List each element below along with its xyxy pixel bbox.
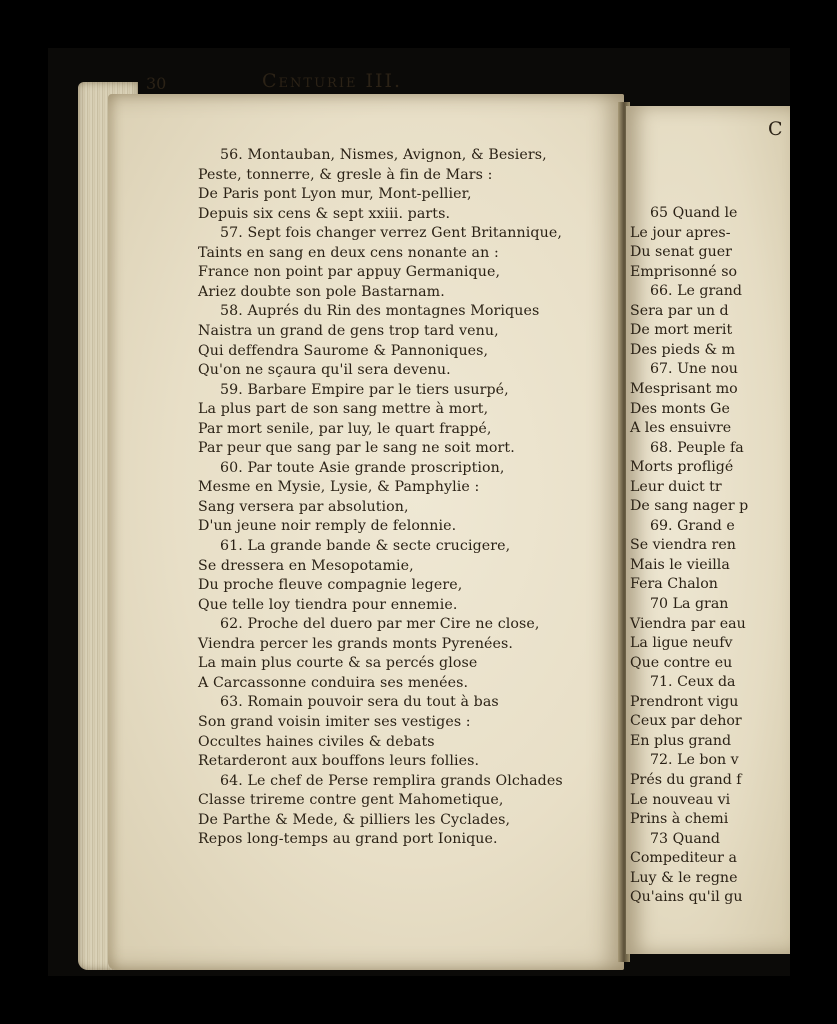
- verse-line: 72. Le bon v: [650, 752, 739, 769]
- verse-line: 60. Par toute Asie grande proscription,: [220, 459, 505, 476]
- verse-line: 59. Barbare Empire par le tiers usurpé,: [220, 381, 509, 398]
- verse-line: A les ensuivre: [630, 420, 732, 437]
- verse-line: 61. La grande bande & secte crucigere,: [220, 538, 511, 554]
- verse-line: Viendra percer les grands monts Pyrenées.: [198, 635, 514, 652]
- verse-line: Retarderont aux bouffons leurs follies.: [198, 753, 480, 770]
- verse-line: 71. Ceux da: [650, 674, 736, 691]
- verse-line: Naistra un grand de gens trop tard venu,: [198, 322, 499, 339]
- verse-line: 58. Auprés du Rin des montagnes Moriques: [220, 303, 540, 320]
- verse-line: Prés du grand f: [630, 771, 742, 788]
- verse-line: Compediteur a: [630, 850, 737, 867]
- verse-line: Leur duict tr: [630, 478, 722, 495]
- verse-line: Le jour apres-: [630, 224, 731, 241]
- verse-line: Par peur que sang par le sang ne soit mort.: [198, 440, 515, 457]
- verse-line: De mort merit: [630, 322, 733, 339]
- verse-line: Depuis six cens & sept xxiii. parts.: [198, 205, 451, 222]
- verse-line: Taints en sang en deux cens nonante an :: [198, 244, 499, 261]
- page-number: 30: [146, 74, 167, 93]
- verse-line: Ceux par dehor: [630, 713, 742, 730]
- verse-line: 65 Quand le: [650, 205, 738, 221]
- verse-line: Son grand voisin imiter ses vestiges :: [198, 713, 471, 730]
- verse-line: Qui deffendra Saurome & Pannoniques,: [198, 342, 489, 359]
- verse-line: A Carcassonne conduira ses menées.: [198, 674, 469, 691]
- verse-line: Morts profligé: [630, 459, 734, 476]
- verse-line: La ligue neufv: [630, 635, 733, 652]
- verse-line: 56. Montauban, Nismes, Avignon, & Besiers,: [220, 147, 547, 163]
- verse-line: Qu'ains qu'il gu: [630, 889, 743, 906]
- verse-line: La plus part de son sang mettre à mort,: [198, 401, 489, 418]
- verse-line: Du proche fleuve compagnie legere,: [198, 577, 463, 594]
- verse-line: Du senat guer: [630, 244, 732, 261]
- verse-line: Prins à chemi: [630, 811, 729, 828]
- verse-line: 67. Une nou: [650, 361, 738, 378]
- verse-line: Repos long-temps au grand port Ionique.: [198, 831, 498, 848]
- running-title: Centurie III.: [262, 70, 403, 92]
- verse-line: 57. Sept fois changer verrez Gent Britannique,: [220, 225, 562, 242]
- verse-line: Mesprisant mo: [630, 380, 738, 397]
- verse-line: 70 La gran: [650, 596, 729, 612]
- verse-line: En plus grand: [630, 732, 732, 749]
- verse-line: 64. Le chef de Perse remplira grands Olchades: [220, 772, 563, 789]
- verse-line: Sang versera par absolution,: [198, 498, 409, 515]
- verse-line: Des pieds & m: [630, 341, 736, 358]
- verse-line: Sera par un d: [630, 302, 729, 319]
- verse-line: De Parthe & Mede, & pilliers les Cyclades,: [198, 811, 511, 828]
- verse-line: D'un jeune noir remply de felonnie.: [198, 518, 457, 535]
- verse-line: 62. Proche del duero par mer Cire ne close,: [220, 616, 540, 633]
- verse-line: La main plus courte & sa percés glose: [198, 655, 478, 672]
- right-running-title: C: [768, 118, 783, 140]
- verse-line: France non point par appuy Germanique,: [198, 264, 501, 281]
- verse-line: 73 Quand: [650, 830, 721, 847]
- verse-line: Mesme en Mysie, Lysie, & Pamphylie :: [198, 479, 480, 496]
- verse-line: Le nouveau vi: [630, 791, 731, 808]
- verse-line: Que telle loy tiendra pour ennemie.: [198, 596, 458, 613]
- verse-line: Emprisonné so: [630, 263, 738, 280]
- verse-line: Fera Chalon: [630, 576, 718, 593]
- verse-line: Occultes haines civiles & debats: [198, 733, 435, 750]
- verse-line: Prendront vigu: [630, 693, 739, 710]
- verse-line: Des monts Ge: [630, 400, 730, 417]
- verse-line: 68. Peuple fa: [650, 439, 744, 456]
- verse-line: 66. Le grand: [650, 283, 742, 300]
- verse-line: De sang nager p: [630, 498, 749, 515]
- verse-line: Ariez doubte son pole Bastarnam.: [198, 283, 445, 300]
- verse-line: Classe trireme contre gent Mahometique,: [198, 792, 504, 809]
- right-page: [626, 106, 790, 954]
- verse-line: Viendra par eau: [630, 615, 746, 632]
- verse-line: Se dressera en Mesopotamie,: [198, 557, 414, 574]
- verse-line: Par mort senile, par luy, le quart frappé,: [198, 420, 492, 437]
- verse-line: Se viendra ren: [630, 537, 736, 554]
- verse-line: Que contre eu: [630, 654, 733, 671]
- verse-line: Mais le vieilla: [630, 556, 730, 573]
- verse-line: 63. Romain pouvoir sera du tout à bas: [220, 694, 499, 711]
- verse-line: Qu'on ne sçaura qu'il sera devenu.: [198, 362, 451, 379]
- verse-line: Peste, tonnerre, & gresle à fin de Mars :: [198, 166, 493, 183]
- verse-line: 69. Grand e: [650, 517, 735, 534]
- verse-line: Luy & le regne: [630, 869, 738, 886]
- verse-line: De Paris pont Lyon mur, Mont-pellier,: [198, 186, 472, 203]
